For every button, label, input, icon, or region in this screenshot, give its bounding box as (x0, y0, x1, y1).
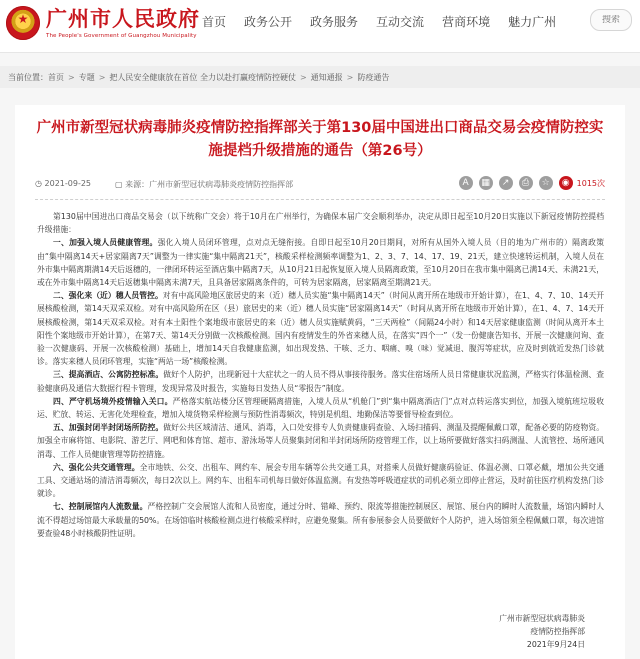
view-count: 1015次 (576, 178, 605, 188)
print-icon[interactable]: ⎙ (519, 176, 533, 190)
breadcrumb-epidemic-notice[interactable]: 防疫通告 (357, 72, 390, 82)
breadcrumb-separator: > (346, 72, 354, 82)
qrcode-icon[interactable]: ▦ (479, 176, 493, 190)
nav-interaction[interactable]: 互动交流 (376, 14, 425, 29)
article-paragraph: 七、控制展馆内人流数量。严格控制广交会展馆人流和人员密度，通过分时、错峰、预约、限流等措施控制展区、展馆、展台内的瞬时人流数量，场馆内瞬时人流不得超过场馆最大承载量的50%。在场馆临时核酸检测点进行核酸采样时，应避免聚集。所有参展参会人员要做好个人防护，进入场馆须全程佩戴口罩，每次进馆要查验48小时核酸阴性证明。 (37, 502, 604, 538)
article-paragraph: 三、提高酒店、公寓防控标准。做好个人防护，出现新冠十大症状之一的人员不得从事接待服务。落实住宿场所人员日常健康状况监测，严格实行体温检测、查验健康码及通信大数据行程卡管理，发现异常及时报告，实施每日发热人员“零报告”制度。 (37, 370, 604, 393)
signature-org-line1: 广州市新型冠状病毒肺炎 (499, 614, 585, 623)
article-paragraph: 一、加强入境人员健康管理。强化入境人员闭环管理，点对点无缝衔接。自即日起至10月20日期间，对所有从国外入境人员（目的地为广州市的）隔离政策由“集中隔离14天+居家隔离7天”调整为一律实施“集中隔离21天”，核酸采样检测频率调整为1、2、3、7、14、17、19、21天，建立快速转运机制，入境人员在外市集中隔离期满14天后返穗的，一律闭环转运至酒店集中隔离7天，从10月21日起恢复原入境人员隔离政策，至10月20日在我市集中隔离已满14天、未满21天，或在外市集中隔离14天后返穗集中隔离未满7天，且具备居家隔离条件的，可转为居家隔离，居家隔离至期满21天。 (37, 238, 604, 288)
breadcrumb-separator: > (299, 72, 307, 82)
national-emblem-icon[interactable]: ★ (6, 6, 40, 40)
main-nav (188, 0, 565, 42)
signature-org-line2: 疫情防控指挥部 (530, 627, 585, 636)
publish-date: ◷ 2021-09-25 (35, 179, 92, 188)
breadcrumb-special[interactable]: 把人民安全健康放在首位 全力以赴打赢疫情防控硬仗 (109, 72, 296, 82)
nav-home[interactable]: 首页 (202, 14, 227, 29)
nav-gov-affairs[interactable]: 政务公开 (244, 14, 293, 29)
breadcrumb-separator: > (98, 72, 106, 82)
favorite-icon[interactable]: ☆ (539, 176, 553, 190)
breadcrumb (0, 66, 640, 88)
article-paragraph: 二、强化来（近）穗人员管控。对有中高风险地区旅居史的来（近）穗人员实施“集中隔离14天”（时间从离开所在地级市开始计算），在1、4、7、10、14天开展核酸检测，第14天双采双检。对有中高风险所在区（县）旅居史的来（近）穗人员实施“居家隔离14天”（时间从离开所在地级市开始计算），在1、4、7、14天开展核酸检测，第14天双采双检。对有本土阳性个案地级市旅居史的来（近）穗人员实施赋黄码，“三天两检”（间隔24小时）和14天居家健康监测（时间从离开本土阳性个案地级市开始计算），在第7天、第14天分别做一次核酸检测。国内有疫情发生的外省来穗人员，在落实“四个一”（发一份健康告知书、开展一次健康问询、查验一次健康码、开展一次核酸检测）基础上，增加14天自我健康监测，如出现发热、干咳、乏力、咽痛、嗅（味）觉减退、腹泻等症状，应及时到就近发热门诊就诊。落实来穗人员闭环管理，实施“两站一场”核酸检测。 (37, 291, 604, 367)
search-box[interactable] (590, 9, 632, 31)
breadcrumb-label: 当前位置： (8, 72, 48, 82)
article-title: 广州市新型冠状病毒肺炎疫情防控指挥部关于第130届中国进出口商品交易会疫情防控实施提档升级措施的通告（第26号） (36, 120, 604, 159)
article-body (37, 210, 604, 540)
nav-charm-guangzhou[interactable]: 魅力广州 (508, 14, 557, 29)
article-panel (15, 105, 625, 659)
article-source-text: 来源：广州市新型冠状病毒肺炎疫情防控指挥部 (125, 180, 294, 189)
nav-gov-services[interactable]: 政务服务 (310, 14, 359, 29)
breadcrumb-notices[interactable]: 通知通报 (310, 72, 343, 82)
article-paragraph: 第130届中国进出口商品交易会（以下统称广交会）将于10月在广州举行，为确保本届广交会顺利举办，决定从即日起至10月20日实施以下新冠疫情防控提档升级措施： (37, 212, 604, 235)
breadcrumb-home[interactable]: 首页 (48, 72, 64, 82)
article-paragraph: 四、严守机场境外疫情输入关口。严格落实航站楼分区管理硬隔离措施，入境人员从“机舱门”到“集中隔离酒店门”点对点转运落实到位，加强入境航班垃圾收运、贮放、转运、无害化处理检查，增加入境货物采样检测与预防性消毒频次，特别是机组、地勤保洁等要督导检查到位。 (37, 396, 604, 420)
article-paragraph: 六、强化公共交通管理。全市地铁、公交、出租车、网约车、展会专用车辆等公共交通工具，对搭乘人员做好健康码验证、体温必测、口罩必戴，增加公共交通工具、交通站场的清洁消毒频次，每日2次以上。网约车、出租车司机每日做好体温监测。有发热等呼吸道症状的司机必须立即停止营运，及时前往医疗机构发热门诊就诊。 (37, 462, 605, 499)
breadcrumb-separator: > (68, 72, 75, 82)
site-header (0, 0, 640, 53)
site-subtitle: The People's Government of Guangzhou Municipality (46, 33, 197, 39)
search-input[interactable] (591, 15, 631, 25)
share-icon[interactable]: ↗ (499, 176, 513, 190)
article-source: ▢ 来源：广州市新型冠状病毒肺炎疫情防控指挥部 (115, 180, 294, 189)
share-bar (453, 176, 605, 190)
site-title[interactable]: 广州市人民政府 (46, 6, 200, 31)
font-size-icon[interactable]: A (459, 176, 473, 190)
breadcrumb-topic[interactable]: 专题 (78, 72, 95, 82)
publish-date-text: 2021-09-25 (44, 179, 92, 188)
signature-date: 2021年9月24日 (526, 640, 585, 649)
views-eye-icon: ◉ (559, 176, 573, 190)
nav-business-env[interactable]: 营商环境 (442, 14, 491, 29)
article-meta (35, 175, 605, 200)
signature-block (499, 612, 585, 651)
article-paragraph: 五、加强封闭半封闭场所防控。做好公共区域清洁、通风、消毒，入口处安排专人负责健康码查验、入场扫描码、测温及提醒佩戴口罩，配备必要的防疫物资。加强全市麻将馆、电影院、游艺厅、网吧和体育馆、超市、游泳场等人员聚集封闭和半封闭场所防疫管理工作，以上场所要做好落实扫码测温、人流管控、场所通风消毒、工作人员健康管理等防控措施。 (37, 423, 604, 459)
